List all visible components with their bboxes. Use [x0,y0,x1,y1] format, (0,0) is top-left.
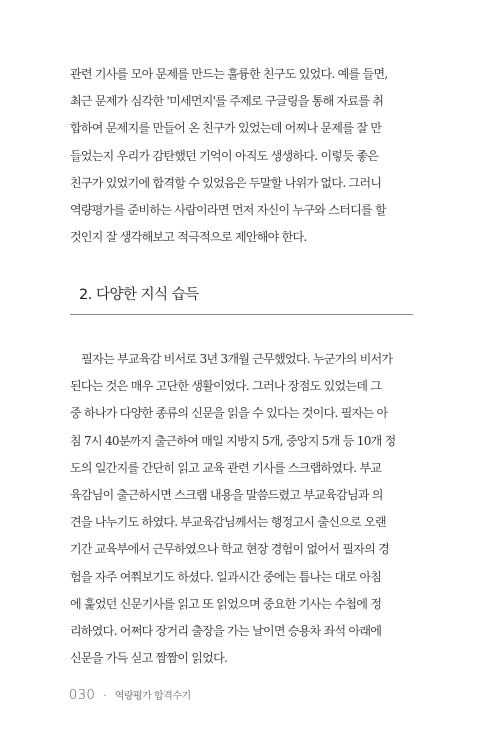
text-line: 중 하나가 다양한 종류의 신문을 읽을 수 있다는 것이다. 필자는 아 [70,406,388,421]
text-line: 도의 일간지를 간단히 읽고 교육 관련 기사를 스크랩하였다. 부교 [70,460,382,475]
text-line: 견을 나누기도 하였다. 부교육감님께서는 행정고시 출신으로 오랜 [70,515,386,530]
page-footer [69,684,191,703]
text-line: 최근 문제가 심각한 '미세먼지'를 주제로 구글링을 통해 자료를 취 [70,94,384,109]
text-line: 육감님이 출근하시면 스크랩 내용을 말씀드렸고 부교육감님과 의 [70,488,383,503]
footer-separator: · [103,691,107,702]
section-heading: 2. 다양한 지식 습득 [79,287,199,303]
text-line: 된다는 것은 매우 고단한 생활이었다. 그러나 장점도 있었는데 그 [70,379,382,394]
text-line: 관련 기사를 모아 문제를 만드는 훌륭한 친구도 있었다. 예를 들면, [70,67,388,81]
text-line: 필자는 부교육감 비서로 3년 3개월 근무했었다. 누군가의 비서가 [70,352,393,366]
page-number: 030 [69,688,96,703]
text-line: 역량평가를 준비하는 사람이라면 먼저 자신이 누구와 스터디를 할 [70,203,386,218]
body-paragraph-2 [70,346,430,672]
text-line: 신문을 가득 싣고 짬짬이 읽었다. [70,651,228,666]
text-line: 기간 교육부에서 근무하였으나 학교 현장 경험이 없어서 필자의 경 [70,542,390,557]
text-line: 에 훑었던 신문기사를 읽고 또 읽었으며 중요한 기사는 수첩에 정 [70,596,382,611]
text-line: 친구가 있었기에 합격할 수 있었음은 두말할 나위가 없다. 그러니 [70,175,382,190]
text-line: 리하였다. 어쩌다 장거리 출장을 가는 날이면 승용차 좌석 아래에 [70,624,382,639]
text-line: 들었는지 우리가 감탄했던 기억이 아직도 생생하다. 이렇듯 좋은 [70,148,379,163]
text-line: 침 7시 40분까지 출근하여 매일 지방지 5개, 중앙지 5개 등 10개 정 [70,433,396,448]
text-line: 것인지 잘 생각해보고 적극적으로 제안해야 한다. [70,230,307,245]
text-line: 험을 자주 여쭤보기도 하셨다. 일과시간 중에는 틈나는 대로 아침 [70,569,382,584]
section-divider [70,314,413,315]
text-line: 합하여 문제지를 만들어 온 친구가 있었는데 어찌나 문제를 잘 만 [70,121,382,136]
body-paragraph-1 [70,61,430,251]
book-title: 역량평가 합격수기 [114,691,191,702]
